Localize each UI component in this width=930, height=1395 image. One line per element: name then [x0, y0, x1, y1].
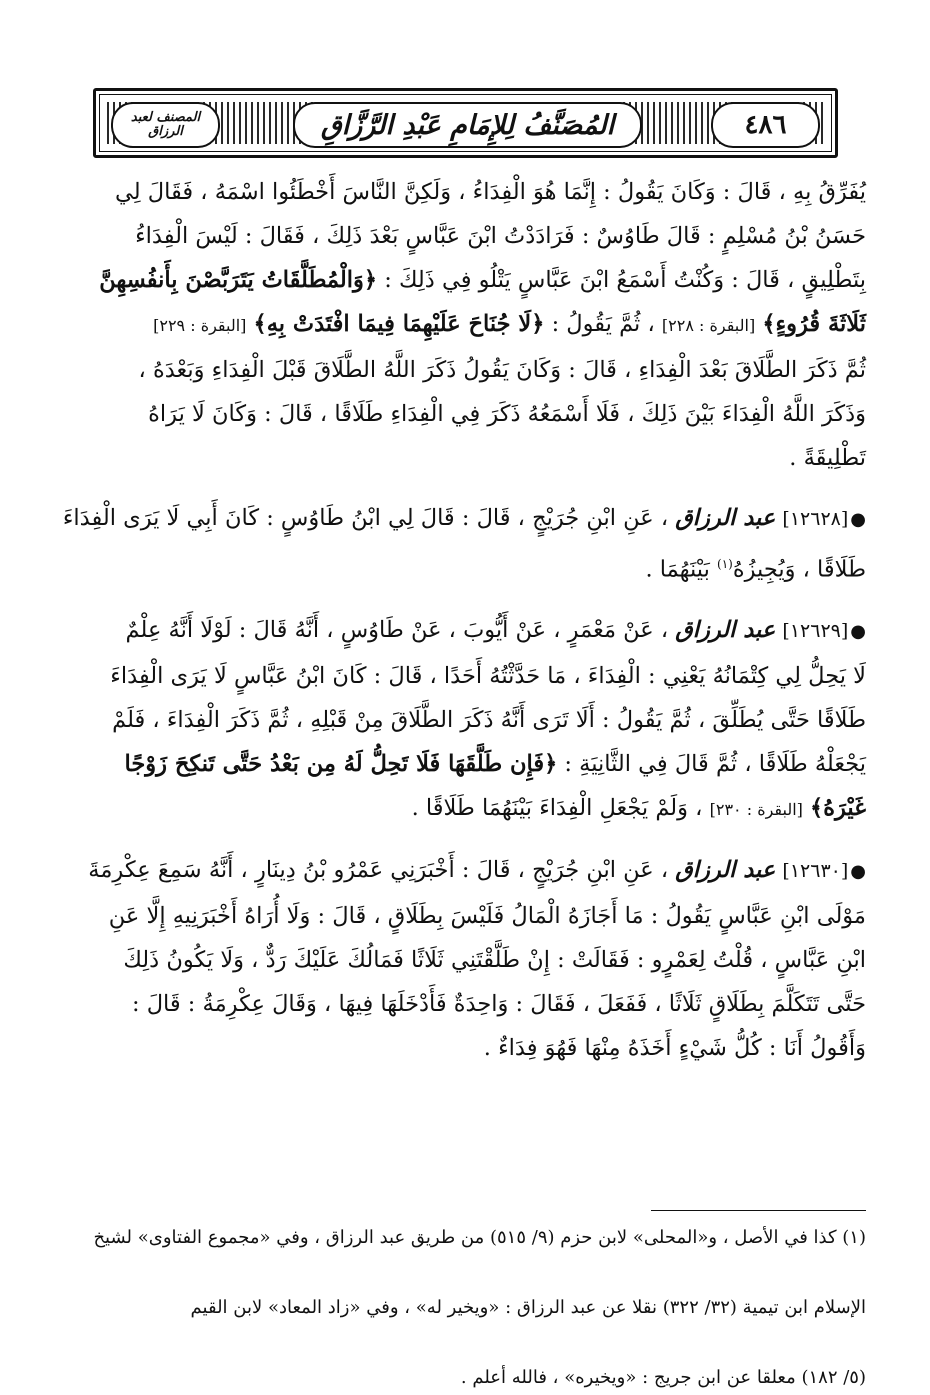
text-segment: طَلَاقًا ، وَيُجِيزُهُ	[732, 556, 866, 583]
quran-verse: ﴿لَا جُنَاحَ عَلَيْهِمَا فِيمَا افْتَدَتْ بِهِ﴾	[253, 311, 545, 337]
text-line: وَأَقُولُ أَنَا : كُلُّ شَيْءٍ أَخَذَهُ مِنْهَا فَهُوَ فِدَاءٌ .	[483, 1034, 866, 1061]
hadith-number: [١٢٦٣٠]	[782, 859, 849, 882]
text-line: ابْنِ عَبَّاسٍ ، قُلْتُ لِعَمْرٍو : فَقَالَتْ : إِنْ طَلَّقْتَنِي ثَلَاثًا فَمَالُكَ عَلَيْكَ رَدٌّ ، وَلَا يَكُونُ ذَلِكَ	[123, 946, 866, 973]
bullet-icon: ●	[850, 620, 866, 642]
text-line: حَتَّى تَتَكَلَّمَ بِطَلَاقٍ ثَلَاثًا ، فَفَعَلَ ، فَقَالَ : وَاحِدَةٌ فَأَدْخَلَهَا فِيهَا ، وَقَالَ عِكْرِمَةُ : قَالَ :	[131, 990, 866, 1017]
footnote-marker[interactable]: (١)	[717, 557, 733, 571]
text-line	[62, 496, 866, 542]
text-line	[100, 608, 866, 654]
text-line: ثُمَّ ذَكَرَ الطَّلَاقَ بَعْدَ الْفِدَاءِ ، قَالَ : وَكَانَ يَقُولُ ذَكَرَ اللَّهُ الطَّلَاقَ قَبْلَ الْفِدَاءِ وَبَعْدَهُ ،	[138, 357, 866, 383]
text-line: وَذَكَرَ اللَّهُ الْفِدَاءَ بَيْنَ ذَلِكَ ، فَلَا أَسْمَعُهُ ذَكَرَ فِي الْفِدَاءِ طَلَاقًا ، قَالَ : وَكَانَ لَا يَرَاهُ	[148, 401, 866, 427]
footnote-line: الإسلام ابن تيمية (٣٢/ ٣٢٢) نقلا عن عبد الرزاق : «ويخير له» ، وفي «زاد المعاد» لابن القيم	[190, 1297, 866, 1318]
quran-verse: ثَلَاثَةَ قُرُوءٍ﴾	[762, 311, 866, 337]
verse-reference: [البقرة : ٢٢٩]	[153, 316, 247, 335]
footnote-divider	[651, 1210, 866, 1211]
hadith-12628	[62, 496, 866, 592]
hadith-12629	[100, 608, 866, 832]
main-text	[62, 170, 866, 1086]
quran-verse: غَيْرَهُ﴾	[810, 794, 866, 821]
text-segment: ، وَلَمْ يَجْعَلِ الْفِدَاءَ بَيْنَهُمَا طَلَاقًا .	[411, 794, 703, 821]
footnote-line: (١) كذا في الأصل ، و«المحلى» لابن حزم (٩/ ٥١٥) من طريق عبد الرزاق ، وفي «مجموع الفتاوى» لشيخ	[93, 1227, 866, 1248]
text-segment: يَجْعَلْهُ طَلَاقًا ، ثُمَّ قَالَ فِي الثَّانِيَةِ :	[564, 750, 866, 777]
footnotes	[93, 1220, 866, 1395]
page-number: ٤٨٦	[711, 102, 820, 148]
text-segment: ، عَنِ ابْنِ جُرَيْجٍ ، قَالَ : قَالَ لِي ابْنُ طَاوُسٍ : كَانَ أَبِي لَا يَرَى الْفِدَاءَ	[62, 505, 669, 531]
intro-paragraph	[100, 170, 866, 480]
text-line	[100, 786, 866, 832]
text-line: طَلَاقًا حَتَّى يُطَلِّقَ ، ثُمَّ يَقُولُ : أَلَا تَرَى أَنَّهُ ذَكَرَ الطَّلَاقَ مِنْ قَبْلِهِ ، ثُمَّ ذَكَرَ الْفِدَاءَ ، فَلَمْ	[112, 706, 866, 733]
text-line	[100, 302, 866, 348]
text-segment: ، ثُمَّ يَقُولُ :	[551, 311, 655, 337]
text-line	[100, 258, 866, 302]
text-line	[100, 742, 866, 786]
footnote-line: (٥/ ١٨٢) معلقا عن ابن جريج : «ويخيره» ، فالله أعلم .	[460, 1367, 866, 1388]
text-segment: بِتَطْلِيقٍ ، قَالَ : وَكُنْتُ أَسْمَعُ ابْنَ عَبَّاسٍ يَتْلُو فِي ذَلِكَ :	[384, 267, 866, 293]
bullet-icon: ●	[850, 509, 866, 530]
page-header	[93, 88, 838, 158]
text-line: لَا يَحِلُّ لِي كِتْمَانُهُ يَعْنِي : الْفِدَاءَ ، مَا حَدَّثْتُهُ أَحَدًا ، قَالَ : كَانَ ابْنُ عَبَّاسٍ لَا يَرَى الْفِدَاءَ	[110, 662, 866, 689]
hadith-source: عبد الرزاق	[675, 616, 776, 643]
verse-reference: [البقرة : ٢٢٨]	[661, 316, 756, 335]
text-segment: ، عَنِ ابْنِ جُرَيْجٍ ، قَالَ : أَخْبَرَنِي عَمْرُو بْنُ دِينَارٍ ، أَنَّهُ سَمِعَ عِكْرِمَةَ	[88, 856, 669, 883]
hadith-number: [١٢٦٢٨]	[782, 508, 849, 530]
hadith-source: عبد الرزاق	[675, 856, 776, 883]
book-title: المُصَنَّفُ لِلإِمَامِ عَبْدِ الرَّزَّاقِ	[293, 102, 642, 148]
text-line: تَطْلِيقَةً .	[789, 445, 866, 471]
quran-verse: ﴿فَإِن طَلَّقَهَا فَلَا تَحِلُّ لَهُ مِن بَعْدُ حَتَّى تَنكِحَ زَوْجًا	[124, 750, 558, 777]
book-logo: المصنف لعبد الرزاق	[111, 102, 220, 148]
text-line	[88, 848, 866, 894]
hadith-12630	[88, 848, 866, 1070]
text-segment: بَيْنَهُمَا .	[645, 556, 710, 583]
text-line: مَوْلَى ابْنِ عَبَّاسٍ يَقُولُ : مَا أَجَازَهُ الْمَالُ فَلَيْسَ بِطَلَاقٍ ، قَالَ : وَلَا أُرَاهُ أَخْبَرَنِيهِ إِلَّا عَنِ	[108, 902, 866, 929]
bullet-icon: ●	[850, 860, 866, 882]
text-line: يُفَرِّقُ بِهِ ، قَالَ : وَكَانَ يَقُولُ : إِنَّمَا هُوَ الْفِدَاءُ ، وَلَكِنَّ النَّاسَ أَخْطَئُوا اسْمَهُ ، فَقَالَ لِي	[115, 179, 866, 205]
text-line: حَسَنُ بْنُ مُسْلِمٍ : قَالَ طَاوُسٌ : فَرَادَدْتُ ابْنَ عَبَّاسٍ بَعْدَ ذَلِكَ ، فَقَالَ : لَيْسَ الْفِدَاءُ	[135, 223, 866, 249]
hadith-number: [١٢٦٢٩]	[782, 619, 849, 642]
text-line	[100, 542, 866, 592]
text-segment: ، عَنْ مَعْمَرٍ ، عَنْ أَيُّوبَ ، عَنْ طَاوُسٍ ، أَنَّهُ قَالَ : لَوْلَا أَنَّهُ عِلْمٌ	[125, 616, 669, 643]
hadith-source: عبد الرزاق	[675, 505, 776, 531]
verse-reference: [البقرة : ٢٣٠]	[709, 799, 803, 819]
quran-verse: ﴿وَالْمُطَلَّقَاتُ يَتَرَبَّصْنَ بِأَنفُسِهِنَّ	[99, 267, 378, 293]
